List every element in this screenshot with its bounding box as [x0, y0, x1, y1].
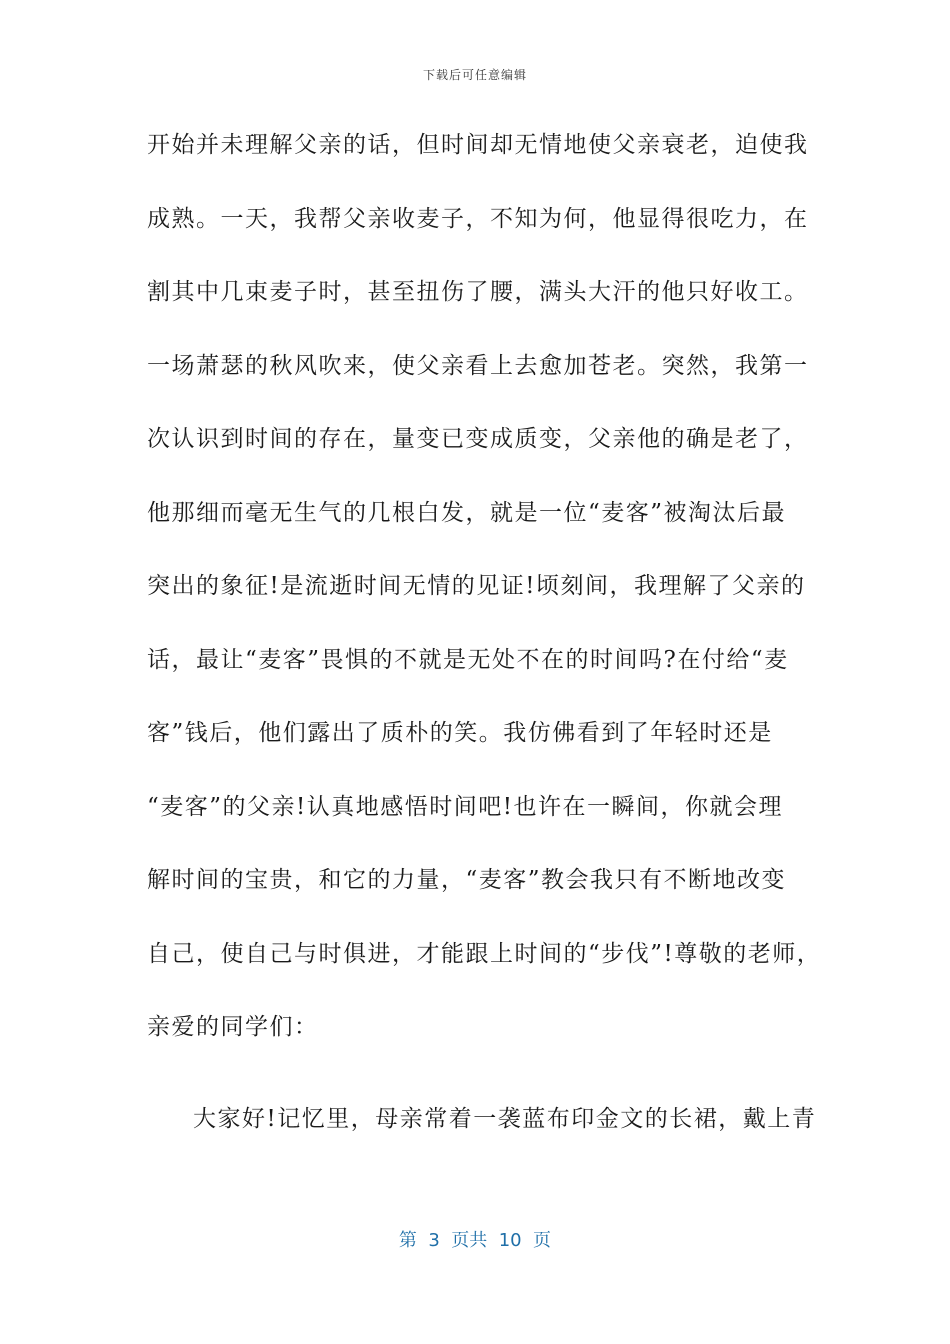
paragraph-line-1: 开始并未理解父亲的话，但时间却无情地使父亲衰老，迫使我	[147, 132, 809, 158]
page-number-footer: 第 3 页共 10 页	[398, 1230, 552, 1251]
paragraph-line-8: 话，最让“麦客”畏惧的不就是无处不在的时间吗?在付给“麦	[147, 646, 789, 673]
paragraph-line-9: 客”钱后，他们露出了质朴的笑。我仿佛看到了年轻时还是	[147, 720, 773, 746]
paragraph-line-12: 自己，使自己与时俱进，才能跟上时间的“步伐”!尊敬的老师，	[147, 940, 822, 967]
paragraph-line-indented: 大家好!记忆里，母亲常着一袭蓝布印金文的长裙，戴上青	[193, 1105, 817, 1132]
paragraph-line-10: “麦客”的父亲!认真地感悟时间吧!也许在一瞬间，你就会理	[147, 793, 784, 820]
paragraph-line-11: 解时间的宝贵，和它的力量，“麦客”教会我只有不断地改变	[147, 867, 787, 893]
paragraph-line-5: 次认识到时间的存在，量变已变成质变，父亲他的确是老了，	[147, 426, 809, 452]
paragraph-gap	[147, 1076, 807, 1094]
paragraph-line-4: 一场萧瑟的秋风吹来，使父亲看上去愈加苍老。突然，我第一	[147, 352, 809, 379]
paragraph-line-7: 突出的象征!是流逝时间无情的见证!顷刻间，我理解了父亲的	[147, 573, 806, 599]
paragraph-line-2: 成熟。一天，我帮父亲收麦子，不知为何，他显得很吃力，在	[147, 205, 809, 232]
page-header: 下载后可任意编辑	[422, 68, 527, 82]
paragraph-line-13: 亲爱的同学们：	[147, 1014, 319, 1040]
paragraph-line-3: 割其中几束麦子时，甚至扭伤了腰，满头大汗的他只好收工。	[147, 279, 809, 305]
document-body	[147, 120, 822, 1167]
paragraph-line-6: 他那细而毫无生气的几根白发，就是一位“麦客”被淘汰后最	[147, 499, 787, 526]
